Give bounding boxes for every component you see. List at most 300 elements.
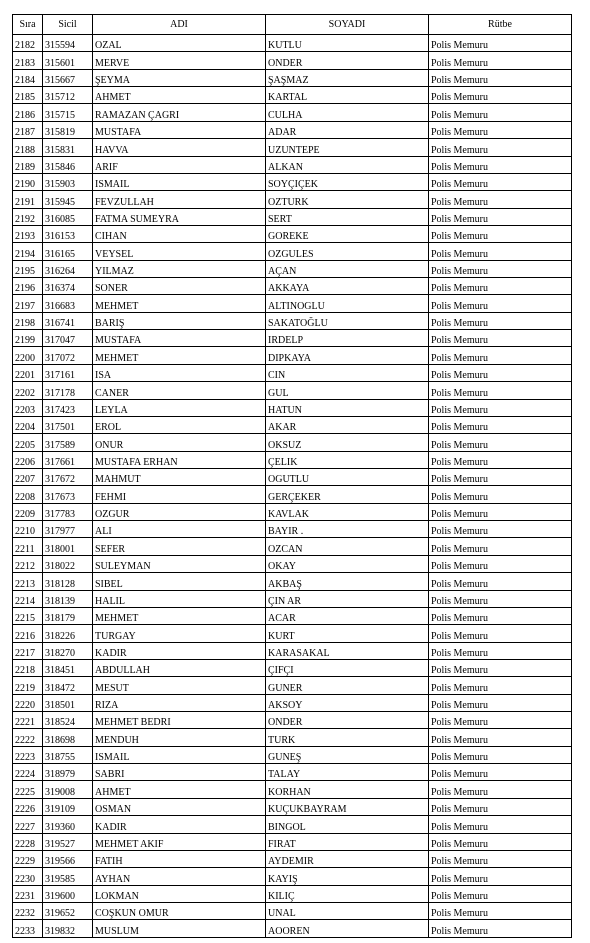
cell-adi: BARIŞ [93, 312, 266, 329]
header-sira: Sıra [13, 15, 43, 35]
cell-sicil: 317423 [43, 399, 93, 416]
cell-adi: MUSTAFA ERHAN [93, 451, 266, 468]
cell-sira: 2200 [13, 347, 43, 364]
cell-rutbe: Polis Memuru [429, 69, 572, 86]
cell-adi: FEVZULLAH [93, 191, 266, 208]
cell-rutbe: Polis Memuru [429, 712, 572, 729]
cell-sira: 2207 [13, 468, 43, 485]
table-row [13, 312, 572, 329]
cell-sira: 2222 [13, 729, 43, 746]
cell-adi: SULEYMAN [93, 555, 266, 572]
cell-rutbe: Polis Memuru [429, 330, 572, 347]
cell-sira: 2198 [13, 312, 43, 329]
cell-rutbe: Polis Memuru [429, 52, 572, 69]
cell-rutbe: Polis Memuru [429, 781, 572, 798]
cell-adi: SEFER [93, 538, 266, 555]
cell-adi: ISA [93, 364, 266, 381]
cell-soyadi: SOYÇIÇEK [266, 173, 429, 190]
cell-adi: MESUT [93, 677, 266, 694]
table-row [13, 590, 572, 607]
cell-sicil: 317977 [43, 521, 93, 538]
cell-soyadi: BAYIR . [266, 521, 429, 538]
cell-soyadi: ONDER [266, 712, 429, 729]
cell-adi: TURGAY [93, 625, 266, 642]
cell-sicil: 315903 [43, 173, 93, 190]
cell-sira: 2185 [13, 87, 43, 104]
cell-soyadi: ONDER [266, 52, 429, 69]
cell-sira: 2233 [13, 920, 43, 937]
cell-sira: 2183 [13, 52, 43, 69]
cell-sira: 2189 [13, 156, 43, 173]
cell-sicil: 318524 [43, 712, 93, 729]
cell-sicil: 319008 [43, 781, 93, 798]
cell-rutbe: Polis Memuru [429, 833, 572, 850]
cell-sicil: 318128 [43, 573, 93, 590]
cell-soyadi: OZCAN [266, 538, 429, 555]
cell-adi: MUSTAFA [93, 121, 266, 138]
cell-adi: HALIL [93, 590, 266, 607]
cell-adi: EROL [93, 416, 266, 433]
cell-rutbe: Polis Memuru [429, 225, 572, 242]
cell-soyadi: KILIÇ [266, 885, 429, 902]
cell-sicil: 315601 [43, 52, 93, 69]
cell-sicil: 317672 [43, 468, 93, 485]
cell-sira: 2231 [13, 885, 43, 902]
cell-rutbe: Polis Memuru [429, 902, 572, 919]
table-row [13, 729, 572, 746]
table-row [13, 278, 572, 295]
table-row [13, 69, 572, 86]
table-row [13, 52, 572, 69]
cell-soyadi: AKAR [266, 416, 429, 433]
table-row [13, 573, 572, 590]
table-row [13, 521, 572, 538]
cell-rutbe: Polis Memuru [429, 868, 572, 885]
table-row [13, 902, 572, 919]
cell-rutbe: Polis Memuru [429, 416, 572, 433]
cell-sicil: 318755 [43, 746, 93, 763]
cell-soyadi: ÇELIK [266, 451, 429, 468]
cell-rutbe: Polis Memuru [429, 139, 572, 156]
table-row [13, 885, 572, 902]
table-row [13, 399, 572, 416]
cell-rutbe: Polis Memuru [429, 156, 572, 173]
cell-sicil: 318022 [43, 555, 93, 572]
cell-sicil: 316085 [43, 208, 93, 225]
cell-sicil: 315715 [43, 104, 93, 121]
cell-sira: 2202 [13, 382, 43, 399]
cell-sira: 2182 [13, 35, 43, 52]
cell-adi: SONER [93, 278, 266, 295]
cell-adi: FATMA SUMEYRA [93, 208, 266, 225]
cell-adi: HAVVA [93, 139, 266, 156]
cell-rutbe: Polis Memuru [429, 677, 572, 694]
cell-sira: 2228 [13, 833, 43, 850]
cell-adi: OSMAN [93, 798, 266, 815]
cell-adi: RIZA [93, 694, 266, 711]
cell-sicil: 318226 [43, 625, 93, 642]
cell-rutbe: Polis Memuru [429, 399, 572, 416]
cell-sira: 2188 [13, 139, 43, 156]
cell-adi: FEHMI [93, 486, 266, 503]
table-row [13, 330, 572, 347]
cell-adi: MEHMET [93, 607, 266, 624]
table-row [13, 538, 572, 555]
table-row [13, 243, 572, 260]
cell-rutbe: Polis Memuru [429, 173, 572, 190]
cell-sicil: 315945 [43, 191, 93, 208]
table-row [13, 260, 572, 277]
cell-sicil: 318001 [43, 538, 93, 555]
table-row [13, 816, 572, 833]
table-row [13, 781, 572, 798]
cell-sira: 2191 [13, 191, 43, 208]
cell-rutbe: Polis Memuru [429, 920, 572, 937]
table-body [13, 35, 572, 938]
cell-rutbe: Polis Memuru [429, 642, 572, 659]
table-row [13, 642, 572, 659]
cell-sira: 2186 [13, 104, 43, 121]
cell-rutbe: Polis Memuru [429, 451, 572, 468]
cell-rutbe: Polis Memuru [429, 35, 572, 52]
cell-sicil: 318698 [43, 729, 93, 746]
table-row [13, 382, 572, 399]
cell-adi: MUSLUM [93, 920, 266, 937]
cell-sira: 2225 [13, 781, 43, 798]
cell-soyadi: AKBAŞ [266, 573, 429, 590]
header-rutbe: Rütbe [429, 15, 572, 35]
cell-soyadi: DIPKAYA [266, 347, 429, 364]
cell-soyadi: GUNER [266, 677, 429, 694]
cell-adi: ŞEYMA [93, 69, 266, 86]
cell-sira: 2229 [13, 850, 43, 867]
cell-sira: 2187 [13, 121, 43, 138]
cell-sira: 2196 [13, 278, 43, 295]
table-row [13, 156, 572, 173]
cell-soyadi: ADAR [266, 121, 429, 138]
cell-sira: 2203 [13, 399, 43, 416]
cell-soyadi: TURK [266, 729, 429, 746]
cell-adi: KADIR [93, 816, 266, 833]
cell-rutbe: Polis Memuru [429, 590, 572, 607]
cell-sira: 2211 [13, 538, 43, 555]
cell-soyadi: ÇIFÇI [266, 659, 429, 676]
table-row [13, 468, 572, 485]
cell-soyadi: AKSOY [266, 694, 429, 711]
cell-sira: 2205 [13, 434, 43, 451]
cell-rutbe: Polis Memuru [429, 278, 572, 295]
cell-sira: 2232 [13, 902, 43, 919]
table-row [13, 833, 572, 850]
table-row [13, 416, 572, 433]
cell-sicil: 317178 [43, 382, 93, 399]
table-row [13, 798, 572, 815]
cell-adi: AHMET [93, 87, 266, 104]
cell-sicil: 315846 [43, 156, 93, 173]
cell-adi: KADIR [93, 642, 266, 659]
table-row [13, 347, 572, 364]
cell-soyadi: KORHAN [266, 781, 429, 798]
cell-rutbe: Polis Memuru [429, 816, 572, 833]
cell-adi: COŞKUN OMUR [93, 902, 266, 919]
cell-adi: ONUR [93, 434, 266, 451]
cell-soyadi: OGUTLU [266, 468, 429, 485]
cell-adi: ISMAIL [93, 173, 266, 190]
cell-rutbe: Polis Memuru [429, 729, 572, 746]
cell-sira: 2219 [13, 677, 43, 694]
cell-sicil: 319566 [43, 850, 93, 867]
cell-soyadi: GERÇEKER [266, 486, 429, 503]
cell-sicil: 318270 [43, 642, 93, 659]
cell-rutbe: Polis Memuru [429, 468, 572, 485]
cell-sira: 2223 [13, 746, 43, 763]
cell-sicil: 316153 [43, 225, 93, 242]
cell-sicil: 318979 [43, 764, 93, 781]
table-row [13, 746, 572, 763]
cell-sicil: 315712 [43, 87, 93, 104]
cell-adi: MEHMET BEDRI [93, 712, 266, 729]
cell-soyadi: UZUNTEPE [266, 139, 429, 156]
cell-adi: AYHAN [93, 868, 266, 885]
cell-soyadi: CULHA [266, 104, 429, 121]
table-row [13, 503, 572, 520]
cell-soyadi: ŞAŞMAZ [266, 69, 429, 86]
cell-soyadi: ALKAN [266, 156, 429, 173]
cell-sicil: 316741 [43, 312, 93, 329]
cell-sira: 2190 [13, 173, 43, 190]
table-row [13, 139, 572, 156]
cell-rutbe: Polis Memuru [429, 347, 572, 364]
cell-soyadi: KURT [266, 625, 429, 642]
cell-rutbe: Polis Memuru [429, 573, 572, 590]
table-row [13, 659, 572, 676]
table-row [13, 555, 572, 572]
cell-soyadi: IRDELP [266, 330, 429, 347]
cell-rutbe: Polis Memuru [429, 764, 572, 781]
cell-sicil: 317589 [43, 434, 93, 451]
table-row [13, 87, 572, 104]
cell-sicil: 317661 [43, 451, 93, 468]
cell-rutbe: Polis Memuru [429, 694, 572, 711]
cell-adi: MEHMET [93, 295, 266, 312]
cell-sicil: 319109 [43, 798, 93, 815]
table-row [13, 764, 572, 781]
cell-sira: 2217 [13, 642, 43, 659]
cell-sicil: 316683 [43, 295, 93, 312]
cell-adi: AHMET [93, 781, 266, 798]
cell-soyadi: KUÇUKBAYRAM [266, 798, 429, 815]
cell-adi: YILMAZ [93, 260, 266, 277]
table-row [13, 35, 572, 52]
cell-soyadi: SERT [266, 208, 429, 225]
personnel-table [12, 14, 572, 938]
cell-adi: LEYLA [93, 399, 266, 416]
cell-sira: 2227 [13, 816, 43, 833]
cell-sira: 2224 [13, 764, 43, 781]
cell-adi: MERVE [93, 52, 266, 69]
cell-rutbe: Polis Memuru [429, 382, 572, 399]
cell-adi: MEHMET [93, 347, 266, 364]
cell-adi: FATIH [93, 850, 266, 867]
cell-sira: 2220 [13, 694, 43, 711]
cell-soyadi: UNAL [266, 902, 429, 919]
cell-rutbe: Polis Memuru [429, 260, 572, 277]
table-row [13, 850, 572, 867]
cell-adi: RAMAZAN ÇAGRI [93, 104, 266, 121]
cell-rutbe: Polis Memuru [429, 555, 572, 572]
table-row [13, 121, 572, 138]
header-adi: ADI [93, 15, 266, 35]
cell-rutbe: Polis Memuru [429, 521, 572, 538]
cell-rutbe: Polis Memuru [429, 87, 572, 104]
table-row [13, 625, 572, 642]
cell-sira: 2221 [13, 712, 43, 729]
cell-soyadi: KUTLU [266, 35, 429, 52]
cell-sira: 2212 [13, 555, 43, 572]
table-row [13, 191, 572, 208]
table-row [13, 173, 572, 190]
header-soyadi: SOYADI [266, 15, 429, 35]
cell-rutbe: Polis Memuru [429, 312, 572, 329]
cell-soyadi: KARTAL [266, 87, 429, 104]
table-row [13, 225, 572, 242]
cell-sicil: 319527 [43, 833, 93, 850]
cell-sicil: 317047 [43, 330, 93, 347]
cell-soyadi: OKAY [266, 555, 429, 572]
cell-soyadi: KARASAKAL [266, 642, 429, 659]
cell-soyadi: AYDEMIR [266, 850, 429, 867]
cell-sicil: 317673 [43, 486, 93, 503]
cell-sira: 2216 [13, 625, 43, 642]
table-row [13, 868, 572, 885]
cell-rutbe: Polis Memuru [429, 104, 572, 121]
cell-soyadi: KAYIŞ [266, 868, 429, 885]
table-row [13, 451, 572, 468]
cell-rutbe: Polis Memuru [429, 607, 572, 624]
cell-sicil: 315831 [43, 139, 93, 156]
cell-rutbe: Polis Memuru [429, 659, 572, 676]
cell-sicil: 315667 [43, 69, 93, 86]
cell-sicil: 316165 [43, 243, 93, 260]
cell-adi: ALI [93, 521, 266, 538]
table-row [13, 486, 572, 503]
cell-rutbe: Polis Memuru [429, 121, 572, 138]
table-row [13, 677, 572, 694]
cell-soyadi: FIRAT [266, 833, 429, 850]
cell-soyadi: TALAY [266, 764, 429, 781]
cell-adi: LOKMAN [93, 885, 266, 902]
cell-sicil: 316264 [43, 260, 93, 277]
cell-sira: 2201 [13, 364, 43, 381]
table-row [13, 607, 572, 624]
table-row [13, 712, 572, 729]
cell-sicil: 319360 [43, 816, 93, 833]
cell-soyadi: GUNEŞ [266, 746, 429, 763]
table-row [13, 694, 572, 711]
cell-sira: 2213 [13, 573, 43, 590]
header-sicil: Sicil [43, 15, 93, 35]
cell-adi: ARIF [93, 156, 266, 173]
cell-sicil: 319832 [43, 920, 93, 937]
cell-sira: 2208 [13, 486, 43, 503]
cell-adi: SABRI [93, 764, 266, 781]
cell-adi: CANER [93, 382, 266, 399]
cell-sira: 2194 [13, 243, 43, 260]
cell-adi: MEHMET AKIF [93, 833, 266, 850]
cell-sicil: 318179 [43, 607, 93, 624]
table-row [13, 434, 572, 451]
cell-sicil: 317072 [43, 347, 93, 364]
cell-soyadi: OZTURK [266, 191, 429, 208]
cell-sicil: 319600 [43, 885, 93, 902]
cell-adi: CIHAN [93, 225, 266, 242]
cell-soyadi: ALTINOGLU [266, 295, 429, 312]
cell-rutbe: Polis Memuru [429, 850, 572, 867]
cell-sicil: 318472 [43, 677, 93, 694]
cell-sira: 2184 [13, 69, 43, 86]
cell-soyadi: AÇAN [266, 260, 429, 277]
table-row [13, 295, 572, 312]
cell-sira: 2209 [13, 503, 43, 520]
cell-soyadi: OZGULES [266, 243, 429, 260]
cell-adi: SIBEL [93, 573, 266, 590]
cell-sicil: 319652 [43, 902, 93, 919]
cell-sira: 2218 [13, 659, 43, 676]
cell-rutbe: Polis Memuru [429, 625, 572, 642]
cell-rutbe: Polis Memuru [429, 208, 572, 225]
cell-sira: 2199 [13, 330, 43, 347]
cell-rutbe: Polis Memuru [429, 295, 572, 312]
cell-soyadi: BINGOL [266, 816, 429, 833]
cell-sicil: 317783 [43, 503, 93, 520]
cell-soyadi: ACAR [266, 607, 429, 624]
cell-sira: 2192 [13, 208, 43, 225]
cell-rutbe: Polis Memuru [429, 885, 572, 902]
cell-sira: 2206 [13, 451, 43, 468]
cell-adi: MAHMUT [93, 468, 266, 485]
cell-rutbe: Polis Memuru [429, 486, 572, 503]
cell-sira: 2210 [13, 521, 43, 538]
cell-soyadi: OKSUZ [266, 434, 429, 451]
cell-sira: 2195 [13, 260, 43, 277]
cell-adi: OZAL [93, 35, 266, 52]
cell-soyadi: AOOREN [266, 920, 429, 937]
cell-adi: MENDUH [93, 729, 266, 746]
cell-sicil: 318451 [43, 659, 93, 676]
cell-rutbe: Polis Memuru [429, 798, 572, 815]
cell-rutbe: Polis Memuru [429, 746, 572, 763]
cell-sicil: 319585 [43, 868, 93, 885]
cell-soyadi: GUL [266, 382, 429, 399]
cell-rutbe: Polis Memuru [429, 243, 572, 260]
cell-adi: VEYSEL [93, 243, 266, 260]
cell-sira: 2214 [13, 590, 43, 607]
header-row [13, 15, 572, 35]
cell-adi: ISMAIL [93, 746, 266, 763]
cell-rutbe: Polis Memuru [429, 434, 572, 451]
cell-soyadi: HATUN [266, 399, 429, 416]
cell-soyadi: KAVLAK [266, 503, 429, 520]
cell-sicil: 318139 [43, 590, 93, 607]
cell-sira: 2204 [13, 416, 43, 433]
table-row [13, 364, 572, 381]
cell-sicil: 316374 [43, 278, 93, 295]
cell-adi: MUSTAFA [93, 330, 266, 347]
cell-sira: 2226 [13, 798, 43, 815]
cell-sicil: 315819 [43, 121, 93, 138]
cell-soyadi: AKKAYA [266, 278, 429, 295]
cell-rutbe: Polis Memuru [429, 538, 572, 555]
